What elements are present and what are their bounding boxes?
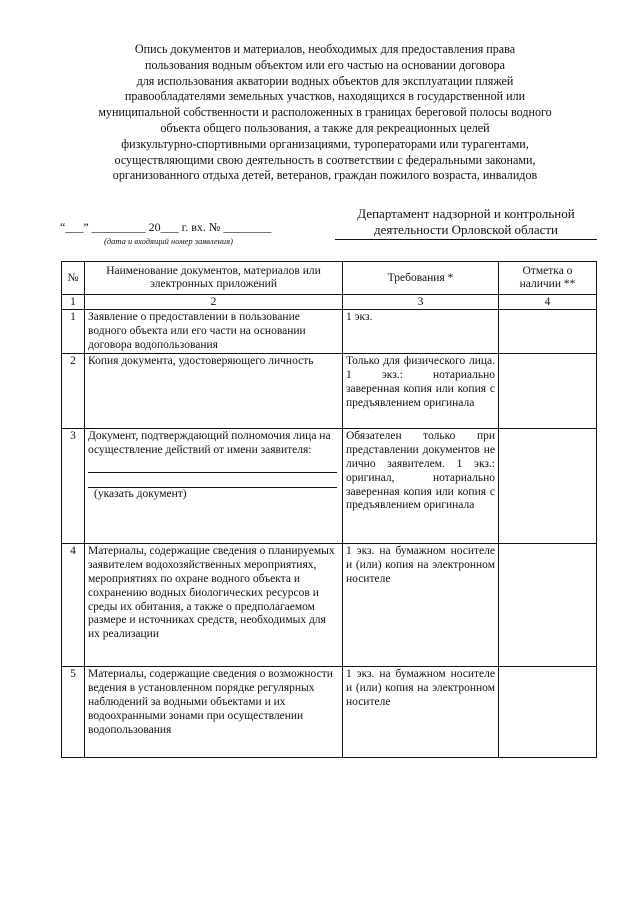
row-mark[interactable] — [499, 429, 597, 544]
table-row — [62, 354, 597, 429]
row-num: 3 — [62, 429, 85, 544]
table-header-row — [62, 262, 597, 295]
row-mark[interactable] — [499, 544, 597, 667]
row-num: 5 — [62, 667, 85, 758]
row-mark[interactable] — [499, 310, 597, 354]
row-name: Материалы, содержащие сведения о возможности ведения в установленном порядке регулярных наблюдений за водными объектами и их водоохранными зонами при осуществлении водопользования — [85, 667, 343, 758]
row-name-hint: (указать документ) — [94, 487, 187, 500]
title-line: организованного отдыха детей, ветеранов, граждан пожилого возраста, инвалидов — [112, 168, 538, 183]
title-line: правообладателями земельных участков, находящихся в государственной или — [124, 89, 526, 104]
row-requirements: Обязателен только при представлении документов не лично заявителем. 1 экз.: оригинал, нотариально заверенная копия или копия с предъявлением оригинала — [343, 429, 499, 544]
documents-table — [61, 261, 597, 758]
row-requirements: 1 экз. на бумажном носителе и (или) копия на электронном носителе — [343, 544, 499, 667]
header-num: № — [62, 262, 85, 295]
column-number: 4 — [499, 295, 597, 310]
row-requirements: Только для физического лица. 1 экз.: нотариально заверенная копия или копия с предъявлением оригинала — [343, 354, 499, 429]
table-row — [62, 544, 597, 667]
document-title — [60, 42, 590, 184]
column-number: 1 — [62, 295, 85, 310]
row-name-cell — [85, 429, 343, 544]
department-name: Департамент надзорной и контрольной деятельности Орловской области — [335, 206, 597, 240]
row-name: Заявление о предоставлении в пользование водного объекта или его части на основании договора водопользования — [85, 310, 343, 354]
column-number: 3 — [343, 295, 499, 310]
row-name: Материалы, содержащие сведения о планируемых заявителем водохозяйственных мероприятиях, мероприятиях по охране водного объекта и сохранению водных биологических ресурсов и среды их обитания, а также о предполагаемом размере и источниках средств, необходимых для их реализации — [85, 544, 343, 667]
row-requirements: 1 экз. на бумажном носителе и (или) копия на электронном носителе — [343, 667, 499, 758]
row-mark[interactable] — [499, 354, 597, 429]
row-name: Копия документа, удостоверяющего личность — [85, 354, 343, 429]
row-name: Документ, подтверждающий полномочия лица на осуществление действий от имени заявителя: — [88, 430, 331, 457]
table-row — [62, 310, 597, 354]
date-number-field[interactable]: “___” _________ 20___ г. вх. № ________ — [60, 220, 272, 234]
title-line: пользования водным объектом или его частью на основании договора — [145, 57, 505, 72]
row-num: 1 — [62, 310, 85, 354]
title-line: для использования акватории водных объектов для эксплуатации пляжей — [136, 73, 514, 88]
header-name: Наименование документов, материалов или электронных приложений — [85, 262, 343, 295]
title-line: физкультурно-спортивными организациями, туроператорами или турагентами, — [121, 136, 529, 151]
title-line: муниципальной собственности и расположенных в границах береговой полосы водного — [98, 105, 552, 120]
table-row — [62, 429, 597, 544]
row-mark[interactable] — [499, 667, 597, 758]
table-row — [62, 667, 597, 758]
title-line: Опись документов и материалов, необходимых для предоставления права — [134, 42, 516, 56]
fill-line[interactable] — [88, 473, 337, 488]
title-line: осуществляющими свою деятельность в соответствии с федеральными законами, — [114, 152, 536, 167]
column-number-row — [62, 295, 597, 310]
row-num: 2 — [62, 354, 85, 429]
row-num: 4 — [62, 544, 85, 667]
title-line: объекта общего пользования, а также для рекреационных целей — [160, 120, 490, 135]
header-mark: Отметка о наличии ** — [499, 262, 597, 295]
header-requirements: Требования * — [343, 262, 499, 295]
row-requirements: 1 экз. — [343, 310, 499, 354]
column-number: 2 — [85, 295, 343, 310]
date-number-note: (дата и входящий номер заявления) — [104, 236, 233, 246]
fill-line[interactable] — [88, 458, 337, 473]
